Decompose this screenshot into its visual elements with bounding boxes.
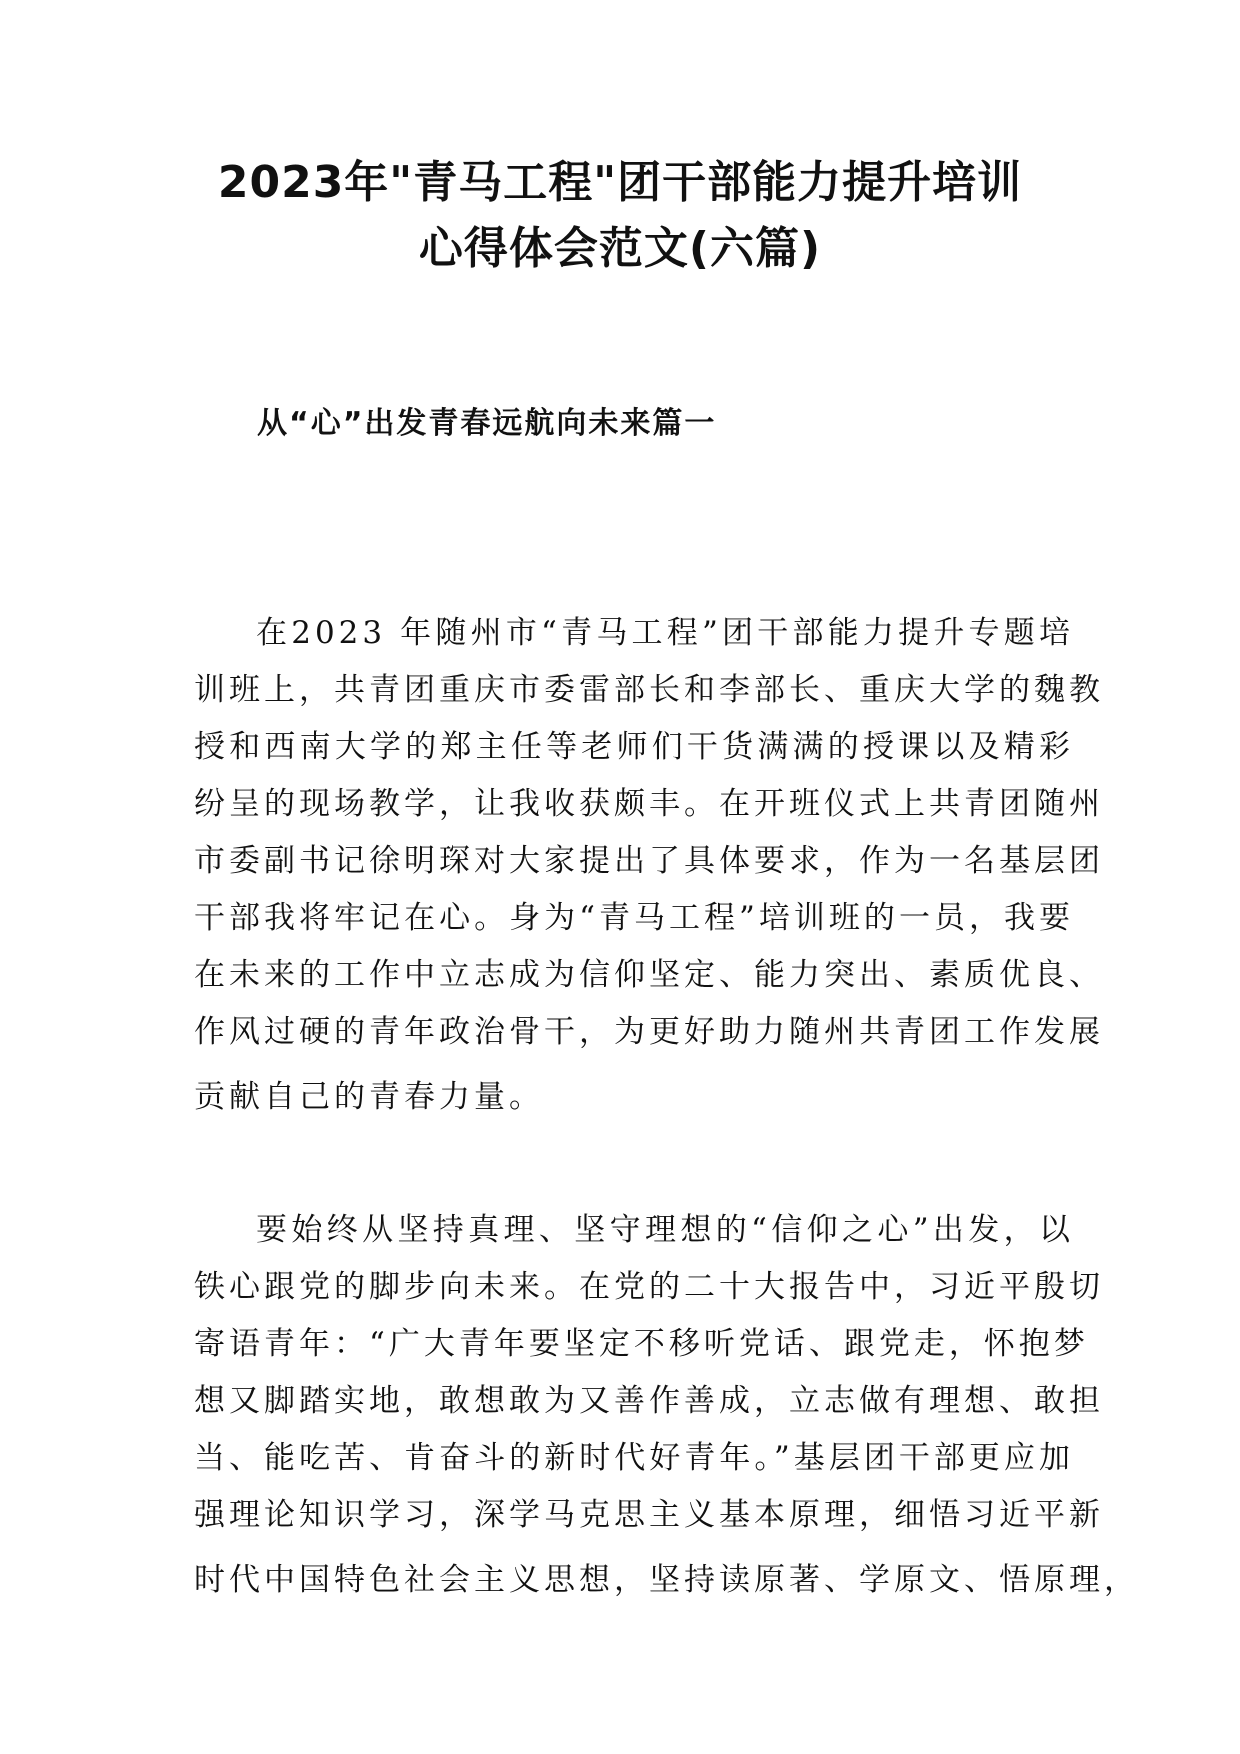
paragraph-line: 干部我将牢记在心。身为“青马工程”培训班的一员，我要 [194, 900, 1074, 936]
paragraph-1 [194, 605, 1104, 1126]
paragraph-line: 当、能吃苦、肯奋斗的新时代好青年。”基层团干部更应加 [194, 1440, 1074, 1476]
paragraph-line: 授和西南大学的郑主任等老师们干货满满的授课以及精彩 [194, 729, 1074, 765]
paragraph-line: 纷呈的现场教学，让我收获颇丰。在开班仪式上共青团随州 [194, 786, 1104, 822]
paragraph-line: 时代中国特色社会主义思想，坚持读原著、学原文、悟原理， [194, 1562, 1139, 1598]
paragraph-line: 在未来的工作中立志成为信仰坚定、能力突出、素质优良、 [194, 957, 1104, 993]
paragraph-line: 强理论知识学习，深学马克思主义基本原理，细悟习近平新 [194, 1497, 1104, 1533]
paragraph-line: 想又脚踏实地，敢想敢为又善作善成，立志做有理想、敢担 [194, 1383, 1104, 1419]
paragraph-line: 在2023 年随州市“青马工程”团干部能力提升专题培 [256, 615, 1074, 651]
paragraph-line: 要始终从坚持真理、坚守理想的“信仰之心”出发，以 [256, 1212, 1074, 1248]
document-title-line-1: 2023年"青马工程"团干部能力提升培训 [217, 157, 1023, 208]
paragraph-2 [194, 1202, 1139, 1609]
paragraph-line: 铁心跟党的脚步向未来。在党的二十大报告中，习近平殷切 [194, 1269, 1104, 1305]
paragraph-line: 市委副书记徐明琛对大家提出了具体要求，作为一名基层团 [194, 843, 1104, 879]
paragraph-line: 作风过硬的青年政治骨干，为更好助力随州共青团工作发展 [194, 1014, 1104, 1050]
section-heading: 从“心”出发青春远航向未来篇一 [257, 406, 717, 441]
paragraph-line: 贡献自己的青春力量。 [194, 1079, 544, 1115]
document-title-line-2: 心得体会范文(六篇) [418, 223, 822, 274]
paragraph-line: 寄语青年：“广大青年要坚定不移听党话、跟党走，怀抱梦 [194, 1326, 1089, 1362]
paragraph-line: 训班上，共青团重庆市委雷部长和李部长、重庆大学的魏教 [194, 672, 1104, 708]
